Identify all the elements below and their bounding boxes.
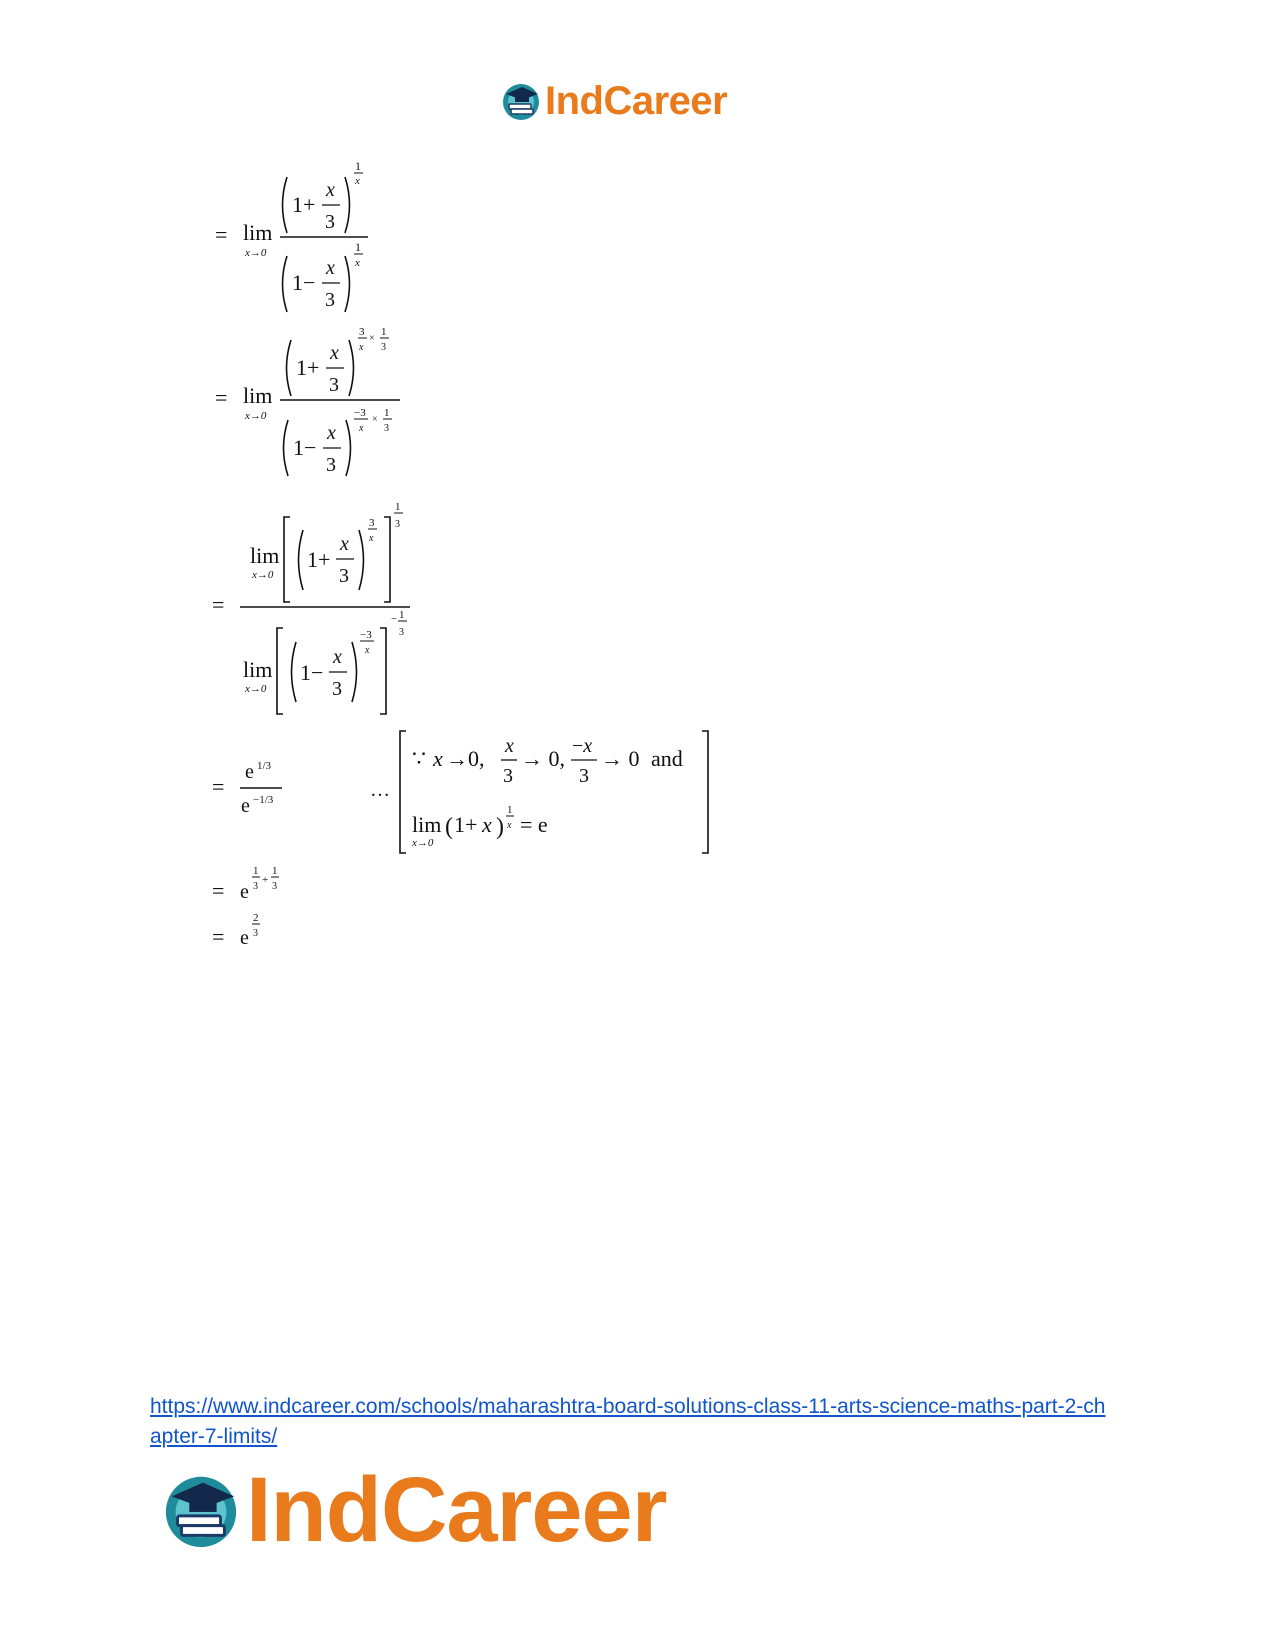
svg-text:3: 3	[579, 765, 589, 787]
svg-text:e: e	[245, 761, 254, 783]
svg-text:→ 0: → 0	[601, 746, 640, 771]
svg-text:3: 3	[329, 374, 339, 396]
svg-text:−: −	[391, 613, 398, 625]
svg-text:e: e	[240, 881, 249, 903]
svg-text:=: =	[215, 222, 228, 247]
svg-text:1−: 1−	[300, 660, 324, 685]
solution-step-3	[212, 501, 410, 714]
svg-text:x: x	[326, 179, 335, 201]
svg-text:x: x	[505, 735, 514, 757]
svg-text:2: 2	[253, 912, 259, 924]
svg-text:lim: lim	[243, 657, 273, 682]
svg-text:1−: 1−	[292, 270, 316, 295]
svg-text:1: 1	[253, 865, 259, 877]
svg-text:1/3: 1/3	[257, 760, 272, 772]
svg-text:3: 3	[384, 423, 389, 434]
svg-text:3: 3	[325, 211, 335, 233]
svg-text:∵: ∵	[412, 746, 426, 771]
svg-text:3: 3	[339, 565, 349, 587]
svg-text:−3: −3	[360, 629, 372, 641]
svg-text:1: 1	[272, 865, 278, 877]
svg-text:x→0: x→0	[245, 247, 267, 259]
svg-text:1+: 1+	[296, 355, 320, 380]
svg-text:x: x	[355, 257, 360, 269]
svg-text:1: 1	[395, 501, 401, 513]
svg-text:=: =	[212, 592, 225, 617]
svg-text:x: x	[333, 646, 342, 668]
svg-text:x→0: x→0	[245, 410, 267, 422]
svg-text:1: 1	[381, 326, 387, 338]
svg-text:3: 3	[326, 454, 336, 476]
svg-text:= e: = e	[520, 812, 548, 837]
svg-text:−3: −3	[354, 407, 366, 419]
solution-step-2	[215, 326, 400, 476]
svg-text:x: x	[359, 423, 364, 434]
svg-text:x→0: x→0	[412, 837, 434, 849]
footer-logo	[160, 1460, 667, 1560]
svg-text:lim: lim	[250, 543, 280, 568]
svg-text:1+: 1+	[292, 192, 316, 217]
svg-text:x: x	[365, 645, 370, 656]
svg-text:lim: lim	[412, 812, 442, 837]
svg-text:lim: lim	[243, 220, 273, 245]
svg-text:3: 3	[253, 928, 258, 939]
svg-text:3: 3	[253, 881, 258, 892]
svg-text:=: =	[212, 878, 225, 903]
graduation-cap-books-icon	[160, 1469, 242, 1551]
svg-text:x: x	[326, 257, 335, 279]
svg-text:x: x	[433, 746, 443, 771]
svg-text:−x: −x	[572, 735, 593, 757]
svg-text:3: 3	[381, 342, 386, 353]
svg-text:3: 3	[395, 519, 400, 530]
svg-text:=: =	[212, 774, 225, 799]
solution-step-4	[212, 731, 708, 853]
svg-text:+: +	[262, 874, 269, 886]
svg-text:): )	[496, 814, 504, 840]
logo-wordmark: IndCareer	[545, 79, 728, 123]
svg-text:(: (	[445, 814, 453, 840]
svg-text:…: …	[370, 779, 390, 801]
svg-text:1−: 1−	[293, 435, 317, 460]
svg-text:3: 3	[332, 678, 342, 700]
svg-text:x: x	[359, 342, 364, 353]
svg-text:x: x	[369, 533, 374, 544]
svg-text:x: x	[355, 175, 360, 187]
svg-text:x: x	[507, 820, 512, 831]
svg-text:x: x	[340, 533, 349, 555]
svg-text:x→0: x→0	[252, 569, 274, 581]
svg-text:1: 1	[399, 609, 405, 621]
svg-text:3: 3	[325, 289, 335, 311]
svg-text:1: 1	[355, 159, 361, 173]
svg-text:3: 3	[359, 326, 365, 338]
svg-text:e: e	[240, 927, 249, 949]
svg-text:→ 0,: → 0,	[521, 746, 565, 771]
svg-text:e: e	[241, 795, 250, 817]
source-url-link[interactable]: https://www.indcareer.com/schools/maharashtra-board-solutions-class-11-arts-science-maths-part-2-chapter-7-limits/	[150, 1395, 1106, 1448]
solution-step-6	[212, 912, 260, 949]
svg-text:1+: 1+	[307, 547, 331, 572]
svg-text:1+: 1+	[454, 812, 478, 837]
svg-text:1: 1	[507, 804, 513, 816]
svg-text:×: ×	[372, 414, 378, 425]
solution-step-1	[215, 159, 368, 312]
svg-text:x→0: x→0	[245, 683, 267, 695]
solution-step-5	[212, 865, 279, 903]
svg-text:x: x	[482, 812, 492, 837]
svg-text:→0,: →0,	[446, 746, 485, 771]
svg-text:3: 3	[399, 627, 404, 638]
svg-text:=: =	[215, 385, 228, 410]
logo-wordmark: IndCareer	[246, 1459, 667, 1561]
svg-text:1: 1	[355, 240, 361, 254]
svg-text:x: x	[330, 342, 339, 364]
svg-text:3: 3	[503, 765, 513, 787]
svg-text:x: x	[327, 422, 336, 444]
svg-text:lim: lim	[243, 383, 273, 408]
svg-text:=: =	[212, 924, 225, 949]
svg-text:×: ×	[369, 333, 375, 344]
svg-text:and: and	[651, 746, 683, 771]
svg-text:3: 3	[369, 517, 375, 529]
svg-text:−1/3: −1/3	[253, 794, 274, 806]
svg-text:1: 1	[384, 407, 390, 419]
svg-text:3: 3	[272, 881, 277, 892]
